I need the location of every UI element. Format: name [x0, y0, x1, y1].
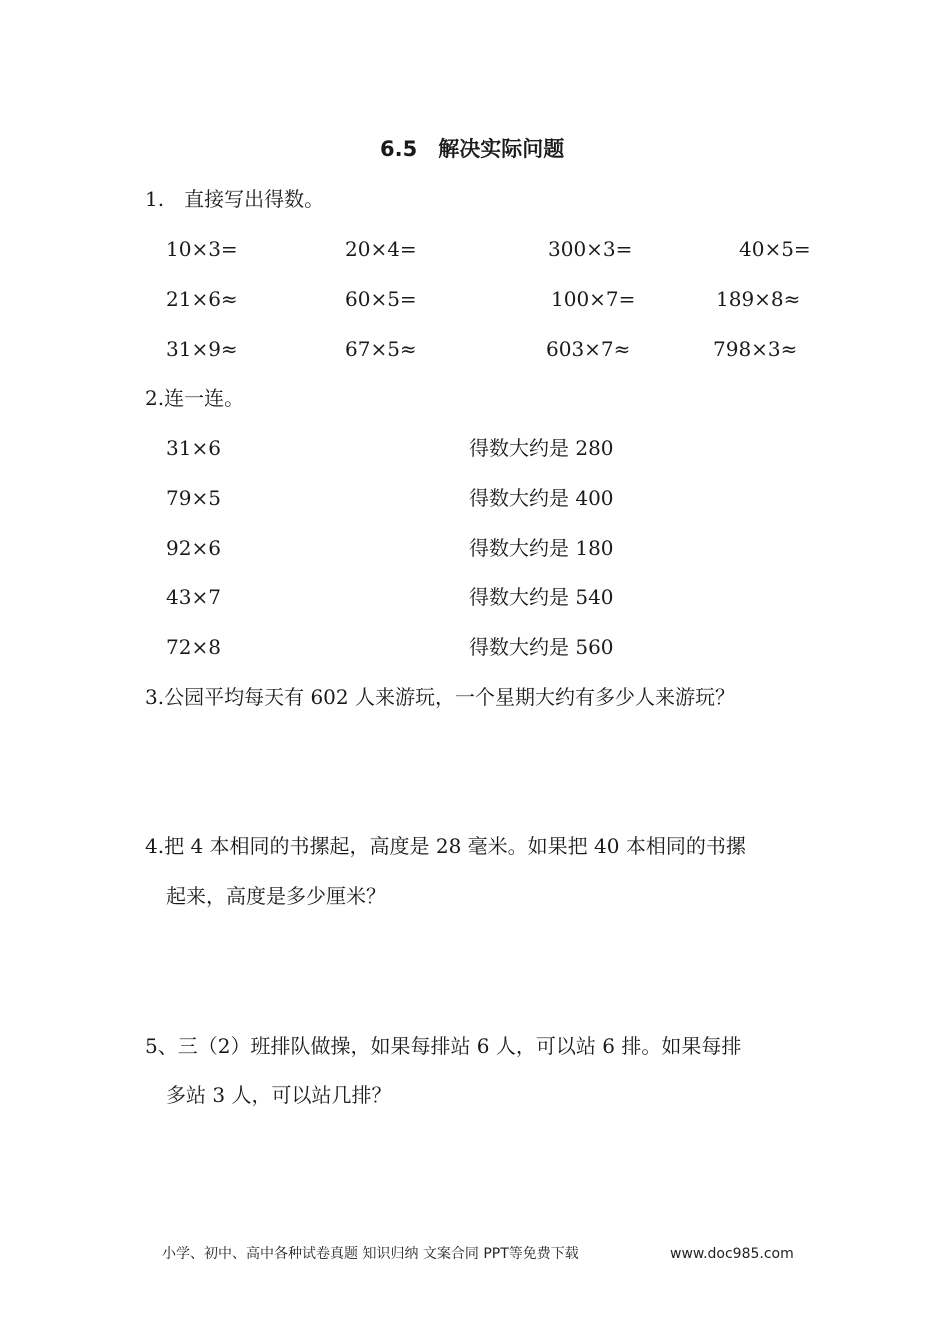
q1-r1-c3: 300×3=: [548, 237, 633, 261]
footer-website-link[interactable]: www.doc985.com: [670, 1246, 794, 1262]
q1-r3-c1: 31×9≈: [166, 337, 238, 361]
q1-r2-c3: 100×7=: [551, 287, 636, 311]
question-5-line-1: 5、三（2）班排队做操，如果每排站 6 人，可以站 6 排。如果每排: [145, 1034, 742, 1058]
match-right-2: 得数大约是 400: [469, 486, 614, 510]
q1-r1-c4: 40×5=: [739, 237, 811, 261]
match-right-3: 得数大约是 180: [469, 536, 614, 560]
q1-r2-c1: 21×6≈: [166, 287, 238, 311]
match-left-5: 72×8: [166, 635, 221, 659]
page-title: 6.5 解决实际问题: [380, 137, 565, 161]
footer-text: 小学、初中、高中各种试卷真题 知识归纳 文案合同 PPT等免费下载: [162, 1246, 579, 1262]
question-1-label: 1. 直接写出得数。: [145, 187, 325, 211]
match-left-2: 79×5: [166, 486, 221, 510]
q1-r3-c3: 603×7≈: [546, 337, 631, 361]
q1-r3-c4: 798×3≈: [713, 337, 798, 361]
match-left-4: 43×7: [166, 585, 221, 609]
q1-r3-c2: 67×5≈: [345, 337, 417, 361]
question-3-text: 3.公园平均每天有 602 人来游玩，一个星期大约有多少人来游玩？: [145, 685, 735, 709]
question-5-line-2: 多站 3 人，可以站几排？: [166, 1083, 392, 1107]
question-2-label: 2.连一连。: [145, 386, 245, 410]
question-4-line-1: 4.把 4 本相同的书摞起，高度是 28 毫米。如果把 40 本相同的书摞: [145, 834, 746, 858]
match-right-1: 得数大约是 280: [469, 436, 614, 460]
match-right-5: 得数大约是 560: [469, 635, 614, 659]
q1-r1-c2: 20×4=: [345, 237, 417, 261]
q1-r2-c2: 60×5=: [345, 287, 417, 311]
q1-r2-c4: 189×8≈: [716, 287, 801, 311]
match-right-4: 得数大约是 540: [469, 585, 614, 609]
match-left-3: 92×6: [166, 536, 221, 560]
question-4-line-2: 起来，高度是多少厘米？: [166, 884, 386, 908]
q1-r1-c1: 10×3=: [166, 237, 238, 261]
match-left-1: 31×6: [166, 436, 221, 460]
